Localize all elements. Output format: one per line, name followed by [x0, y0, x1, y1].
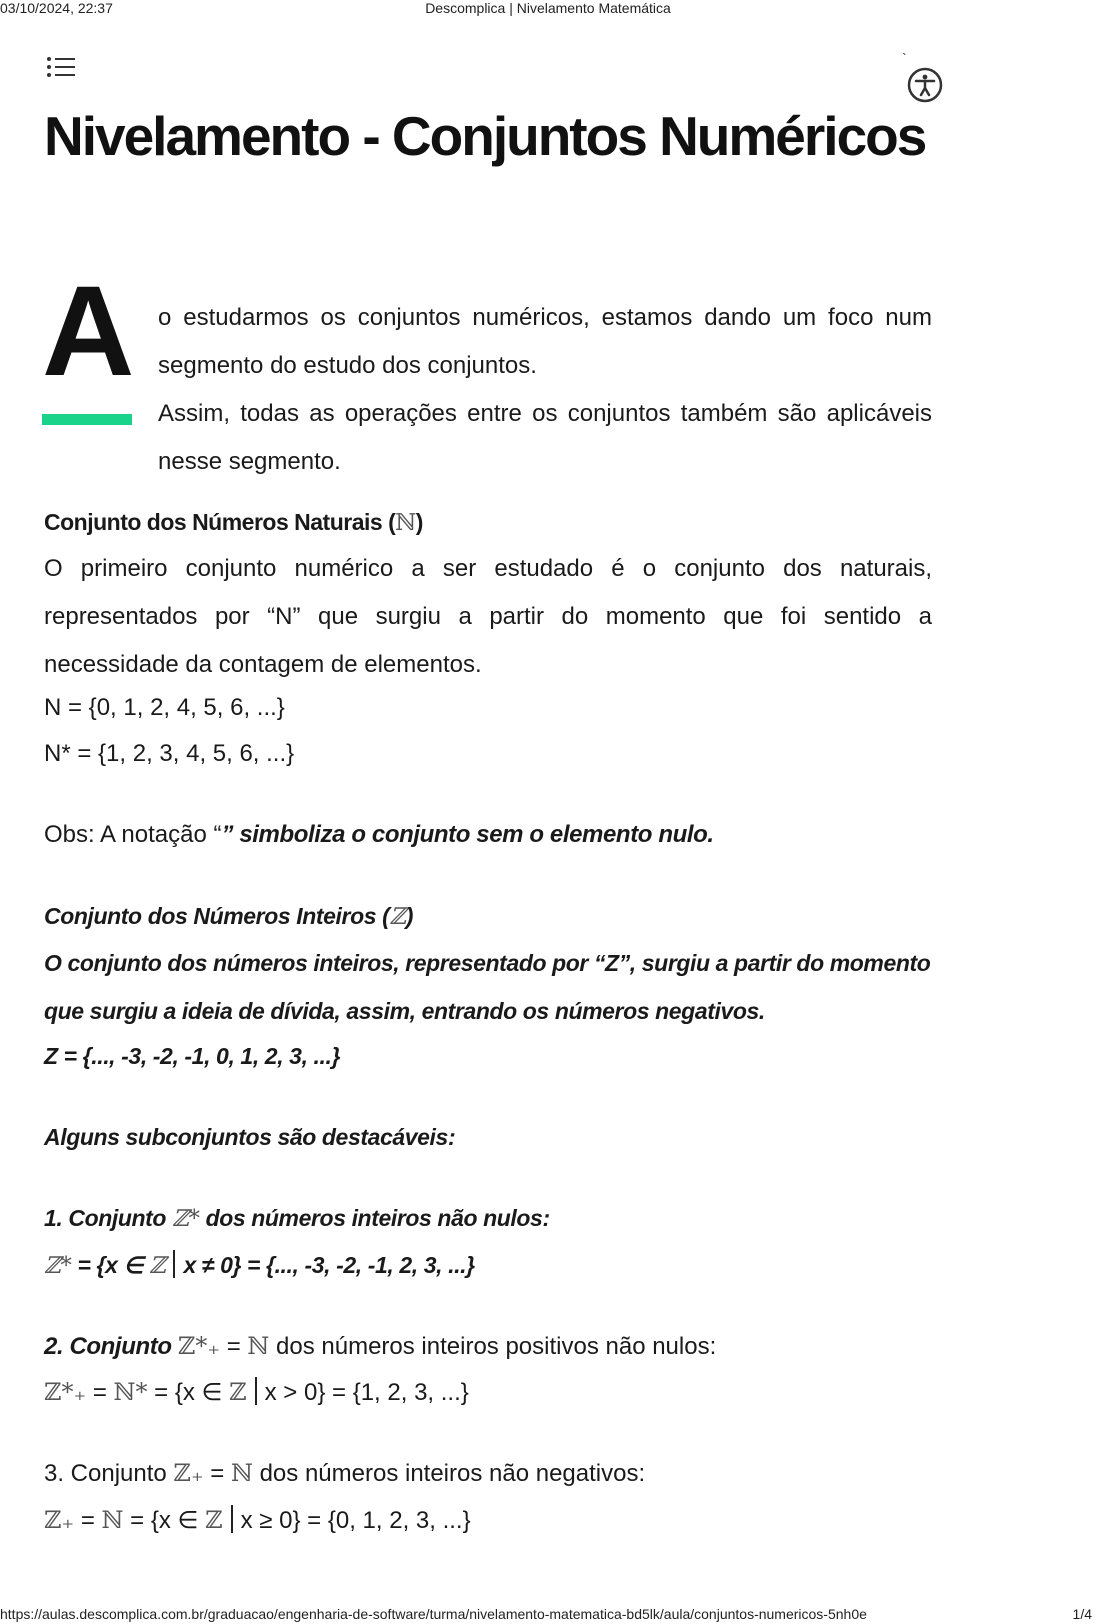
list-menu-icon[interactable] [46, 54, 78, 82]
subset-2-formula-z: ℤ [229, 1378, 247, 1406]
naturais-heading-text: Conjunto dos Números Naturais ( [44, 509, 396, 535]
subset-1-label-text: 1. Conjunto [44, 1205, 173, 1231]
subset-2-eq: = [220, 1333, 248, 1360]
drop-cap-letter: A [42, 260, 135, 403]
subset-1-formula-symbol: ℤ* [44, 1253, 72, 1279]
subset-2-formula-a: = {x ∈ [147, 1379, 230, 1406]
naturais-symbol: ℕ [395, 510, 416, 536]
print-header [0, 0, 1096, 20]
subset-2-eq-symbol: ℕ [247, 1332, 270, 1360]
intro-paragraph [158, 294, 932, 486]
print-footer [0, 1606, 1096, 1624]
subset-3-desc: dos números inteiros não negativos: [252, 1460, 646, 1487]
subset-2-label [44, 1322, 932, 1371]
intro-line-1: o estudarmos os conjuntos numéricos, estamos dando um foco num segmento do estudo dos conjuntos. [158, 304, 932, 379]
inteiros-set: Z = {..., -3, -2, -1, 0, 1, 2, 3, ...} [44, 1043, 341, 1069]
subset-2-formula-b: x > 0} = {1, 2, 3, ...} [264, 1379, 469, 1406]
subset-3-label-text: 3. Conjunto [44, 1460, 174, 1487]
such-that-bar [231, 1505, 233, 1533]
subset-1-formula [44, 1241, 932, 1290]
page-number: 1/4 [1072, 1606, 1092, 1622]
subset-2-label-text: 2. Conjunto [44, 1333, 178, 1360]
accessibility-icon[interactable] [906, 66, 944, 104]
subset-1-label [44, 1194, 932, 1243]
subset-2-formula-n: ℕ* [113, 1378, 148, 1406]
obs-prefix: Obs: A notação “ [44, 821, 222, 848]
subset-2-symbol: ℤ*₊ [177, 1332, 221, 1360]
naturais-heading-close: ) [415, 509, 423, 535]
intro-line-2: Assim, todas as operações entre os conjuntos também são aplicáveis nesse segmento. [158, 400, 932, 475]
subset-1-formula-z: ℤ [149, 1253, 166, 1279]
inteiros-heading [44, 892, 932, 941]
naturais-description: O primeiro conjunto numérico a ser estudado é o conjunto dos naturais, representados por “N” que surgiu a partir do momento que foi sentido a necessidade da contagem de elementos. [44, 555, 932, 678]
subset-2-formula-symbol: ℤ*₊ [44, 1378, 87, 1406]
subset-3-formula [44, 1496, 932, 1545]
subset-2-formula [44, 1368, 932, 1417]
subset-2-formula-eq: = [86, 1379, 114, 1406]
drop-cap-accent-bar [42, 414, 132, 425]
naturais-obs [44, 811, 932, 859]
grave-mark: ` [902, 50, 907, 66]
obs-suffix: ” simboliza o conjunto sem o elemento nulo. [221, 821, 714, 848]
subset-3-formula-symbol: ℤ₊ [44, 1506, 75, 1534]
subset-3-formula-n: ℕ [101, 1506, 124, 1534]
subset-3-formula-b: x ≥ 0} = {0, 1, 2, 3, ...} [240, 1507, 471, 1534]
subset-1-formula-a: = {x ∈ [71, 1252, 150, 1278]
inteiros-description: O conjunto dos números inteiros, representado por “Z”, surgiu a partir do momento que surgiu a ideia de dívida, assim, entrando os números negativos. [44, 950, 931, 1024]
subset-3-eq: = [203, 1460, 231, 1487]
subsets-intro: Alguns subconjuntos são destacáveis: [44, 1124, 456, 1150]
print-date: 03/10/2024, 22:37 [0, 0, 113, 16]
subset-3-label [44, 1449, 932, 1498]
print-page-title: Descomplica | Nivelamento Matemática [425, 0, 671, 16]
subset-3-formula-a: = {x ∈ [123, 1507, 206, 1534]
such-that-bar [255, 1377, 257, 1405]
subset-2-desc: dos números inteiros positivos não nulos: [269, 1333, 717, 1360]
naturais-heading [44, 498, 932, 547]
page-title: Nivelamento - Conjuntos Numéricos [44, 105, 926, 167]
naturais-star-set: N* = {1, 2, 3, 4, 5, 6, ...} [44, 740, 295, 767]
subset-3-eq-symbol: ℕ [230, 1459, 253, 1487]
subset-3-formula-eq: = [74, 1507, 102, 1534]
subset-3-formula-z: ℤ [205, 1506, 223, 1534]
inteiros-heading-close: ) [405, 903, 414, 929]
subset-1-formula-b: x ≠ 0} = {..., -3, -2, -1, 2, 3, ...} [183, 1252, 475, 1278]
such-that-bar [173, 1250, 175, 1278]
drop-cap [42, 260, 135, 426]
inteiros-symbol: ℤ [389, 904, 406, 930]
naturais-set: N = {0, 1, 2, 4, 5, 6, ...} [44, 694, 285, 721]
subset-1-symbol: ℤ* [172, 1206, 200, 1232]
inteiros-heading-text: Conjunto dos Números Inteiros ( [44, 903, 390, 929]
subset-3-symbol: ℤ₊ [173, 1459, 204, 1487]
page-url[interactable]: https://aulas.descomplica.com.br/graduacao/engenharia-de-software/turma/nivelamento-matematica-bd5lk/aula/conjuntos-numericos-5nh0e [0, 1606, 867, 1622]
subset-1-desc: dos números inteiros não nulos: [199, 1205, 550, 1231]
